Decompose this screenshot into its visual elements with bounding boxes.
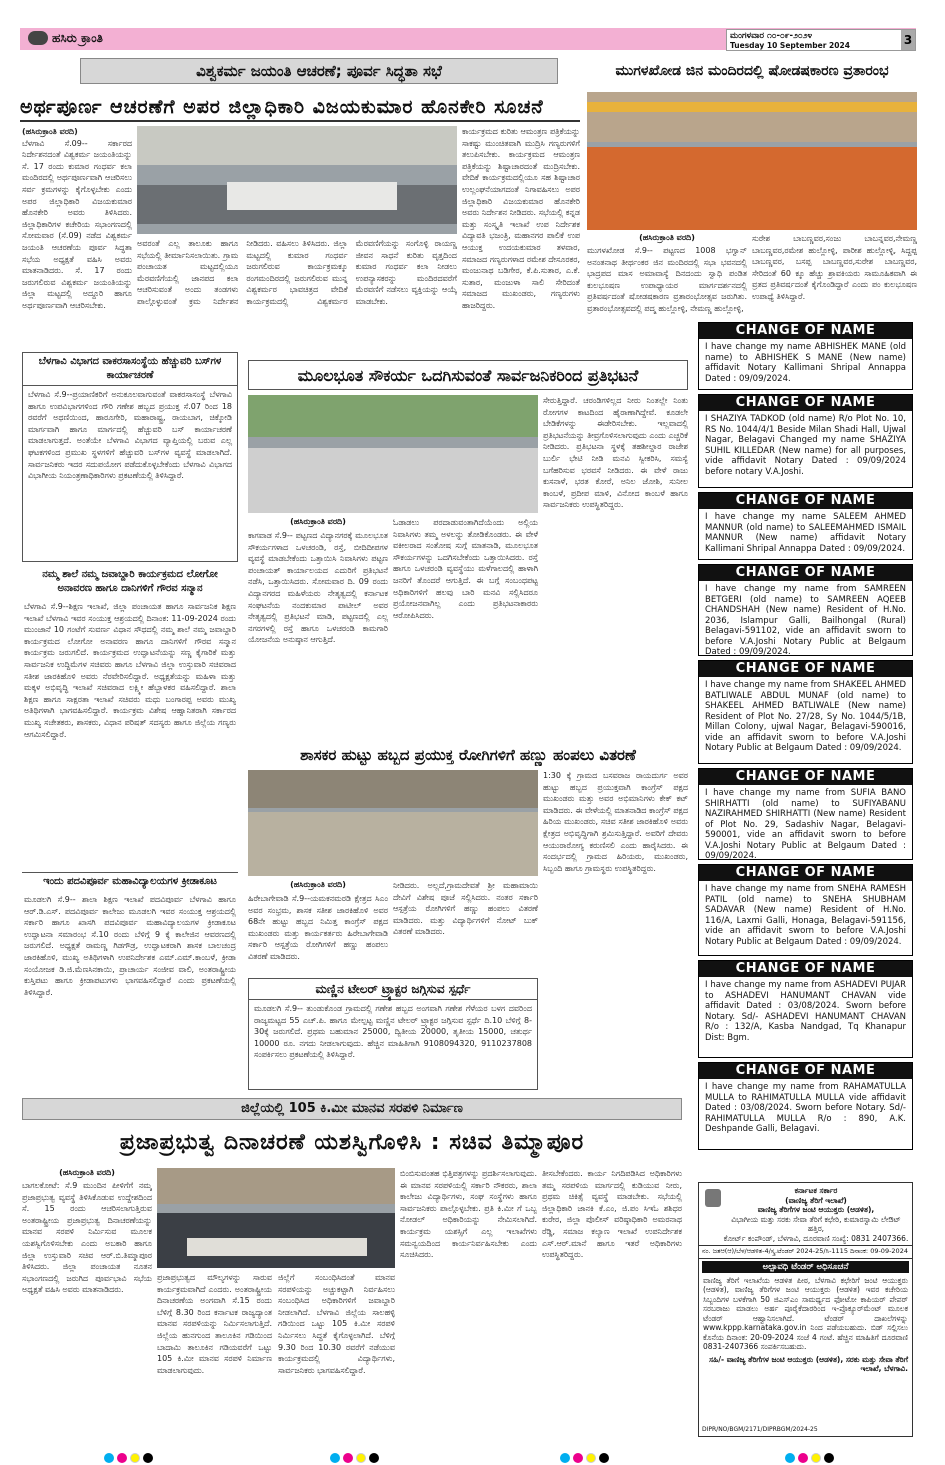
fruits-photo [248, 770, 538, 876]
democracy-headline [22, 1124, 682, 1162]
change-of-name-notice [698, 660, 913, 764]
story1-col3 [462, 126, 580, 341]
govt-emblem-icon [705, 1189, 721, 1207]
govt-tender-notice [698, 1182, 913, 1437]
notice-title: CHANGE OF NAME [699, 1063, 912, 1079]
bus-headline: ಬೆಳಗಾವಿ ವಿಭಾಗದ ವಾಕರಸಾಸಂಸ್ಥೆಯ ಹೆಚ್ಚುವರಿ ಬಸ್‌ಗಳ ಕಾರ್ಯಾಚರಣೆ [23, 353, 237, 386]
notice-body: I have change my name from SNEHA RAMESH PATIL (old name) to SNEHA SHUBHAM SADAVAR (New name) Resident of H.No. 116/A, Laxmi Galli, Honaga, Belagavi-591156, vide an affidavit sworn to before V.A.Joshi Notary Public at Belgaum Dated : 09/09/2024. [705, 884, 906, 947]
fruits-col1 [248, 893, 388, 975]
fruits-col2-text: ನೀಡಿದರು. ಅಲ್ಲದೆ,ಗ್ರಾಮದೇವತೆ ಶ್ರೀ ಮಹಾಮಾಯಿ ದೇವಿಗೆ ವಿಶೇಷ ಪೂಜೆ ಸಲ್ಲಿಸಿದರು. ನಂತರ ಸರ್ಕಾರಿ ಆಸ್ಪತ್ರೆಯ ರೋಗಿಗಳಿಗೆ ಹಣ್ಣು ಹಂಪಲು ವಿತರಣೆ ಮಾಡಿದರು. ಮತ್ತು ವಿದ್ಯಾರ್ಥಿಗಳಿಗೆ ನೋಟ್ ಬುಕ್ ವಿತರಣೆ ಮಾಡಿದರು. [393, 881, 538, 937]
democracy-byline: (ಹಸಿರುಕ್ರಾಂತಿ ವರದಿ) [59, 1168, 115, 1177]
change-of-name-notice [698, 768, 913, 860]
govt-header5: ಕೋರ್ಟ್ ಕಂಪೌಂಡ್, ಬೆಳಗಾವಿ, ದೂರವಾಣಿ ಸಂಖ್ಯೆ: 0831 2407366. [723, 1233, 909, 1243]
protest-col2 [393, 517, 538, 740]
tractor-headline: ಮಣ್ಣಿನ ಟೇಲರ್ ಟ್ರ್ಯಾಕ್ಟರ ಜಗ್ಗಿಸುವ ಸ್ಪರ್ಧೆ [249, 979, 537, 1000]
date-box [726, 29, 916, 51]
democracy-col3-text: ಜಿಲ್ಲೆಗೆ ಸಂಬಂಧಿಸಿದಂತೆ ಮಾನವ ಸರಪಳಿಯನ್ನು ಅಚ್ಚುಕಟ್ಟಾಗಿ ನಿರ್ವಹಿಸಲು ಸಂಬಂಧಿಸಿದ ಅಧಿಕಾರಿಗಳಿಗೆ ಜವಾಬ್ದಾರಿ ನೀಡಲಾಗಿದೆ. ಬೆಳಗಾವಿ ಜಿಲ್ಲೆಯ ಸಾಲಹಳ್ಳಿ ಗಡಿಯಿಂದ ಒಟ್ಟು 105 ಕಿ.ಮೀ ಸರಪಳಿ ನಿರ್ಮಿಸಲು ಸಿದ್ಧತೆ ಕೈಗೊಳ್ಳಲಾಗಿದೆ. ಬೆಳಿಗ್ಗೆ 9.30 ರಿಂದ 10.30 ರವರೆಗೆ ನಡೆಯುವ ಕಾರ್ಯಕ್ರಮದಲ್ಲಿ ವಿದ್ಯಾರ್ಥಿಗಳು, ಸಾರ್ವಜನಿಕರು ಭಾಗವಹಿಸಲಿದ್ದಾರೆ. [278, 1273, 395, 1375]
fruits-col3-text: 1:30 ಕ್ಕೆ ಗ್ರಾಮದ ಬಸವರಾಜ ರಾಯದುರ್ಗ ಅವರ ಹುಟ್ಟು ಹಬ್ಬದ ಪ್ರಯುಕ್ತವಾಗಿ ಕಾಂಗ್ರೆಸ್ ಪಕ್ಷದ ಮುಖಂಡರು ಮತ್ತು ಅವರ ಅಭಿಮಾನಿಗಳು ಕೇಕ್ ಕಟ್ ಮಾಡಿದರು. ಈ ವೇಳೆಯಲ್ಲಿ ಮಾತನಾಡಿದ ಕಾಂಗ್ರೆಸ್ ಪಕ್ಷದ ಹಿರಿಯ ಮುಖಂಡರು, ಸಚಿವ ಸತೀಶ ಜಾರಕಿಹೊಳಿ ಅವರು ಕ್ಷೇತ್ರದ ಅಭಿವೃದ್ಧಿಗಾಗಿ ಶ್ರಮಿಸುತ್ತಿದ್ದಾರೆ. ಅವರಿಗೆ ದೇವರು ಆಯುರಾರೋಗ್ಯ ಕರುಣಿಸಲಿ ಎಂದು ಹಾರೈಸಿದರು. ಈ ಸಂದರ್ಭದಲ್ಲಿ ಗ್ರಾಮದ ಹಿರಿಯರು, ಮುಖಂಡರು, ಸಿಬ್ಬಂದಿ ಹಾಗೂ ಗ್ರಾಮಸ್ಥರು ಉಪಸ್ಥಿತರಿದ್ದರು. [543, 771, 688, 873]
govt-body: ವಾಣಿಜ್ಯ ತೆರಿಗೆ ಇಲಾಖೆಯ ಆಡಳಿತ ಪೀಠ, ಬೆಳಗಾವಿ ಕಛೇರಿಗೆ ಜಂಟಿ ಆಯುಕ್ತರು (ಆಡಳಿತ), ವಾಣಿಜ್ಯ ತೆರಿಗೆಗಳ ಜಂಟಿ ಆಯುಕ್ತರು (ಆಡಳಿತ) ಇವರ ಕಚೇರಿಯ ಸಿಬ್ಬಂದಿಗಳ ಬಳಕೆಗಾಗಿ 50 ಜಿಎಸ್‌ಎಂ ಸಾಮರ್ಥ್ಯದ ಫೋಟೋ ಕಾಪಿಯರ್ ಪೇಪರ್ ಸರಬರಾಜು ಮಾಡಲು ಅರ್ಹ ಪೂರೈಕೆದಾರರಿಂದ ಇ-ಪ್ರೊಕ್ಯೂರ್‌ಮೆಂಟ್ ಮೂಲಕ ಟೆಂಡರ್ ಆಹ್ವಾನಿಸಲಾಗಿದೆ. ಟೆಂಡರ್ ದಾಖಲೆಗಳನ್ನು www.kppp.karnataka.gov.in ನಿಂದ ಪಡೆಯಬಹುದು. ಬಿಡ್ ಸಲ್ಲಿಸಲು ಕೊನೆಯ ದಿನಾಂಕ: 20-09-2024 ಸಂಜೆ 4 ಗಂಟೆ. ಹೆಚ್ಚಿನ ಮಾಹಿತಿಗೆ ದೂರವಾಣಿ 0831-2407366 ಸಂಪರ್ಕಿಸಬಹುದು. [703, 1275, 908, 1351]
story1-byline: (ಹಸಿರುಕ್ರಾಂತಿ ವರದಿ) [22, 127, 78, 136]
story1-col2 [137, 238, 457, 342]
temple-col2-text: ಸುರೇಶ ಬಾಬಣ್ಣವರ,ಸಂಜು ಬಾಬನ್ನವರ,ನೇಮಣ್ಣ ಬಾಬಣ್ಣವರ,ರಮೇಶ ಹುಲ್ಲೋಳ್ಳಿ, ಪಾರೀಶ ಹುಲ್ಲೋಳ್ಳಿ, ಸಿದ್ದಪ್ಪ ಬಾಬಣ್ಣವರ, ಬಸಪ್ಪ ಬಾಬಣ್ಣವರ,ಸುರೇಶ ಬಾಬಣ್ಣವರ, ಸೇರಿದಂತೆ 60 ಕ್ಕೂ ಹೆಚ್ಚು ಶ್ರಾವಕಿಯರು ಸಾಮೂಹಿಕವಾಗಿ ಈ ವ್ರತದ ಪ್ರತಿವರ್ಷದಂತೆ ಕೈಗೊಂಡಿದ್ದಾರೆ ಎಂದು ಪಂ ಕುಲಭೂಷಣ ಉಪಾಧ್ಯೆ ತಿಳಿಸಿದ್ದಾರೆ. [752, 234, 917, 301]
govt-header4: ವಿಭಾಗೀಯ ಮತ್ತು ಸರಕು ಸೇವಾ ತೆರಿಗೆ ಕಛೇರಿ, ಕುಮಾರಸ್ವಾಮಿ ಲೇಔಟ್ ಹತ್ತಿರ, [731, 1214, 901, 1233]
notice-body: I have change my name from SUFIA BANO SHIRHATTI (old name) to SUFIYABANU NAZIRAHMED SHIRHATTI (New name) Resident of Plot No. 29, Sadashiv Nagar, Belagavi-590001, vide an affidavit sworn to before V.A.Joshi Notary Public at Belgaum Dated : 09/09/2024. [705, 788, 906, 860]
notice-body: I have change my name ABHISHEK MANE (old name) to ABHISHEK S MANE (New name) affidavit Notary Kallimani Shripal Annappa Dated : 09/09/2024. [705, 342, 906, 384]
band-chain-text: ಜಿಲ್ಲೆಯಲ್ಲಿ 105 ಕಿ.ಮೀ ಮಾನವ ಸರಪಳಿ ನಿರ್ಮಾಣ [241, 1101, 463, 1116]
notice-body: I have change my name SALEEM AHMED MANNUR (old name) to SALEEMAHMED ISMAIL MANNUR (New name) affidavit Notary Kallimani Shripal Annappa Dated : 09/09/2024. [705, 512, 906, 554]
notice-body: I SHAZIYA TADKOD (old name) R/o Plot No. 10, RS No. 1044/4/1 Beside Milan Shadi Hall, Ujwal Nagar, Belagavi Changed my name SHAZIYA SUHIL KILLEDAR (New name) for all purposes, vide affidavit Notary Dated : 09/09/2024 before notary V.A.Joshi. [705, 414, 906, 477]
registration-marks-3 [560, 1448, 612, 1465]
notice-body: I have change my name from SAMREEN BETGERI (old name) to SAMREEN AQEEB CHANDSHAH (New name) Resident of H.No. 2036, Islampur Galli, Bailhongal (Rural) Belagavi-591102, vide an affidavit sworn to before V.A.Joshi Notary Public at Belgaum Dated : 09/09/2024. [705, 584, 906, 656]
change-of-name-notice [698, 1062, 913, 1150]
notice-body: I have change my name from RAHAMATULLA MULLA to RAHIMATULLA MULLA vide affidavit Dated : 03/08/2024. Sworn before Notary. Sd/- RAHIMATULLA MULLA R/o : 890, A.K. Deshpande Galli, Belagavi. [705, 1082, 906, 1134]
fruits-col3 [543, 770, 688, 1090]
notice-title: CHANGE OF NAME [699, 493, 912, 509]
change-of-name-notice [698, 394, 913, 488]
paper-logo-icon [28, 31, 48, 45]
change-of-name-notice [698, 864, 913, 956]
meeting-table-shape [227, 182, 397, 210]
govt-sign: ಸಹಿ/- ವಾಣಿಜ್ಯ ತೆರಿಗೆಗಳ ಜಂಟಿ ಆಯುಕ್ತರು (ಆಡಳಿತ), ಸರಕು ಮತ್ತು ಸೇವಾ ತೆರಿಗೆ ಇಲಾಖೆ, ಬೆಳಗಾವಿ. [709, 1354, 908, 1373]
democracy-col5 [542, 1168, 682, 1438]
notices-column [698, 322, 913, 1167]
notice-title: CHANGE OF NAME [699, 661, 912, 677]
lokadalat-story [22, 566, 238, 868]
registration-marks-1 [104, 1448, 156, 1465]
protest-headline [248, 360, 688, 390]
paper-name-text: ಹಸಿರು ಕ್ರಾಂತಿ [52, 31, 103, 45]
protest-byline: (ಹಸಿರುಕ್ರಾಂತಿ ವರದಿ) [290, 517, 346, 526]
story1-photo [137, 126, 457, 234]
story1-col1-text: ಬೆಳಗಾವಿ ಸೆ.09-- ಸರ್ಕಾರದ ನಿರ್ದೇಶನದಂತೆ ವಿಶ್ವಕರ್ಮ ಜಯಂತಿಯನ್ನು ಸೆ. 17 ರಂದು ಕುಮಾರ ಗಂಧರ್ವ ಕಲಾ ಮಂದಿರದಲ್ಲಿ ಅರ್ಥಪೂರ್ಣವಾಗಿ ಆಚರಿಸಲು ಸರ್ವ ಕ್ರಮಗಳನ್ನು ಕೈಗೊಳ್ಳಬೇಕು ಎಂದು ಅಪರ ಜಿಲ್ಲಾಧಿಕಾರಿ ವಿಜಯಕುಮಾರ ಹೊನಕೇರಿ ಅವರು ತಿಳಿಸಿದರು. ಜಿಲ್ಲಾಧಿಕಾರಿಗಳ ಕಚೇರಿಯ ಸಭಾಂಗಣದಲ್ಲಿ ಸೋಮವಾರ (ಸೆ.09) ನಡೆದ ವಿಶ್ವಕರ್ಮ ಜಯಂತಿ ಆಚರಣೆಯ ಪೂರ್ವ ಸಿದ್ಧತಾ ಸಭೆಯ ಅಧ್ಯಕ್ಷತೆ ವಹಿಸಿ ಅವರು ಮಾತನಾಡಿದರು. ಸೆ. 17 ರಂದು ಜರುಗಲಿರುವ ವಿಶ್ವಕರ್ಮ ಜಯಂತಿಯನ್ನು ಜಿಲ್ಲಾ ಮಟ್ಟದಲ್ಲಿ ಅದ್ದೂರಿ ಹಾಗೂ ಅರ್ಥಪೂರ್ಣವಾಗಿ ಆಚರಿಸಬೇಕು. [22, 138, 132, 310]
notice-title: CHANGE OF NAME [699, 769, 912, 785]
protest-col1 [248, 530, 388, 740]
bus-body: ಬೆಳಗಾವಿ ಸೆ.9--ಪ್ರಯಾಣಿಕರಿಗೆ ಅನುಕೂಲವಾಗುವಂತೆ ವಾಕರಸಾಸಂಸ್ಥೆ ಬೆಳಗಾವಿ ಹಾಗೂ ಉಪವಿಭಾಗಗಳಿಂದ ಗೌರಿ ಗಣೇಶ ಹಬ್ಬದ ಪ್ರಯುಕ್ತ ಸೆ.07 ರಿಂದ 18 ರವರೆಗೆ ಅಥಣಿಯಿಂದ, ಹಾರೂಗೇರಿ, ಮಹಾರಾಷ್ಟ್ರ, ರಾಯಬಾಗ, ಚಿಕ್ಕೋಡಿ ಮಾರ್ಗವಾಗಿ ಹಾಗೂ ಮಾರ್ಗದಲ್ಲಿ ಹೆಚ್ಚುವರಿ ಬಸ್ ಕಾರ್ಯಾಚರಣೆ ಮಾಡಲಾಗುತ್ತದೆ. ಅಂತೆಯೇ ಬೆಳಗಾವಿ ವಿಭಾಗದ ವ್ಯಾಪ್ತಿಯಲ್ಲಿ ಬರುವ ಎಲ್ಲ ಘಟಕಗಳಿಂದ ಪ್ರಮುಖ ಸ್ಥಳಗಳಿಗೆ ಹೆಚ್ಚುವರಿ ಬಸ್‌ಗಳ ವ್ಯವಸ್ಥೆ ಮಾಡಲಾಗಿದೆ. ಸಾರ್ವಜನಿಕರು ಇದರ ಸದುಪಯೋಗ ಪಡೆದುಕೊಳ್ಳಬೇಕೆಂದು ಬೆಳಗಾವಿ ವಿಭಾಗದ ವಿಭಾಗೀಯ ನಿಯಂತ್ರಣಾಧಿಕಾರಿಗಳು ಪ್ರಕಟಣೆಯಲ್ಲಿ ತಿಳಿಸಿದ್ದಾರೆ. [28, 390, 232, 481]
tractor-body: ಮೂಡಲಗಿ ಸೆ.9-- ತುಂಡುಕೊಂಡ ಗ್ರಾಮದಲ್ಲಿ ಗಣೇಶ ಹಬ್ಬದ ಅಂಗವಾಗಿ ಗಣೇಶ ಗೆಳೆಯರ ಬಳಗ ದವರಿಂದ ರಾಜ್ಯಮಟ್ಟದ 55 ಎಚ್.ಪಿ. ಹಾಗೂ ಮೇಲ್ಪಟ್ಟ ಮಣ್ಣಿನ ಟೇಲರ್ ಟ್ರ್ಯಾಕ್ಟರ ಜಗ್ಗಿಸುವ ಸ್ಪರ್ಧೆ ದಿ.10 ಬೆಳಿಗ್ಗೆ 8-30ಕ್ಕೆ ಜರುಗಲಿದೆ. ಪ್ರಥಮ ಬಹುಮಾನ 25000, ದ್ವಿತೀಯ 20000, ತೃತೀಯ 15000, ಚತುರ್ಥ 10000 ರೂ. ನಗದು ನೀಡಲಾಗುವುದು. ಹೆಚ್ಚಿನ ಮಾಹಿತಿಗಾಗಿ 9108094320, 9110237808 ಸಂಪರ್ಕಿಸಲು ಪ್ರಕಟಣೆಯಲ್ಲಿ ತಿಳಿಸಿದ್ದಾರೆ. [254, 1004, 532, 1060]
protest-col2-text: ಓಡಾಡಲು ಪರದಾಡುವಂತಾಗಿದೆಯೆಂದು ಅಲ್ಲಿಯ ನಿವಾಸಿಗಳು ತಮ್ಮ ಅಳಲನ್ನು ತೋಡಿಕೊಂಡರು. ಈ ವೇಳೆ ವಕೀಲರಾದ ಸಂತೋಷ ಸುಗ್ಗೆ ಮಾತನಾಡಿ, ಮೂಲಭೂತ ಸೌಕರ್ಯಗಳನ್ನು ಒದಗಿಸಬೇಕೆಂದು ಒತ್ತಾಯಿಸಿದರು. ರಸ್ತೆ ಹಾಗೂ ಒಳಚರಂಡಿ ವ್ಯವಸ್ಥೆಯು ಮಳೆಗಾಲದಲ್ಲಿ ಹಾಳಾಗಿ ಜನರಿಗೆ ತೊಂದರೆ ಆಗುತ್ತಿದೆ. ಈ ಬಗ್ಗೆ ಸಂಬಂಧಪಟ್ಟ ಅಧಿಕಾರಿಗಳಿಗೆ ಹಲವು ಬಾರಿ ಮನವಿ ಸಲ್ಲಿಸಿದರೂ ಪ್ರಯೋಜನವಾಗಿಲ್ಲ ಎಂದು ಪ್ರತಿಭಟನಾಕಾರರು ಆರೋಪಿಸಿದರು. [393, 518, 538, 620]
notice-body: I have change my name from SHAKEEL AHMED BATLIWALE ABDUL MUNAF (old name) to SHAKEEL AHMED BATLIWALE (New name) Resident of Plot No. 27/28, Sy No. 1044/5/1B, Millan Colony, ujwal Nagar, Belagavi-590016, vide an affidavit sworn to before V.A.Joshi Notary Public at Belgaum Dated : 09/09/2024. [705, 680, 906, 753]
fruits-headline [248, 744, 688, 766]
govt-header1: ಕರ್ನಾಟಕ ಸರ್ಕಾರ [794, 1186, 838, 1195]
page-number: 3 [901, 30, 915, 50]
democracy-col4-text: ಬಿಂಬಿಸುವಂತಹ ಭಿತ್ತಿಪತ್ರಗಳನ್ನು ಪ್ರದರ್ಶಿಸಲಾಗುವುದು. ಈ ಮಾನವ ಸರಪಳಿಯಲ್ಲಿ ಸರ್ಕಾರಿ ನೌಕರರು, ಶಾಲಾ ಕಾಲೇಜು ವಿದ್ಯಾರ್ಥಿಗಳು, ಸಂಘ ಸಂಸ್ಥೆಗಳು ಹಾಗೂ ಸಾರ್ವಜನಿಕರು ಪಾಲ್ಗೊಳ್ಳಬೇಕು. ಪ್ರತಿ ಕಿ.ಮೀ ಗೆ ಒಬ್ಬ ನೋಡಲ್ ಅಧಿಕಾರಿಯನ್ನು ನೇಮಿಸಲಾಗಿದೆ. ಕಾರ್ಯಕ್ರಮ ಯಶಸ್ಸಿಗೆ ಎಲ್ಲ ಇಲಾಖೆಗಳು ಸಮನ್ವಯದಿಂದ ಕಾರ್ಯನಿರ್ವಹಿಸಬೇಕು ಎಂದು ಸೂಚಿಸಿದರು. [400, 1169, 537, 1260]
lokadalat-headline: ನಮ್ಮ ಶಾಲೆ ನಮ್ಮ ಜವಾಬ್ದಾರಿ ಕಾರ್ಯಕ್ರಮದ ಲೋಗೋ ಅನಾವರಣ ಹಾಗೂ ದಾನಿಗಳಿಗೆ ಗೌರವ ಸನ್ಮಾನ [42, 569, 218, 594]
band-vishwakarma [80, 58, 558, 84]
story1-headline [20, 92, 580, 122]
fruits-col1-text: ಹಿರೇಬಾಗೇವಾಡಿ ಸೆ.9--ಯಮಕನಮರಡಿ ಕ್ಷೇತ್ರದ ಸಿಎಂ ಅವರ ಸಂಭ್ರಮ, ಶಾಸಕ ಸತೀಶ ಜಾರಕಿಹೊಳಿ ಅವರ 68ನೇ ಹುಟ್ಟು ಹಬ್ಬದ ನಿಮಿತ್ತ ಕಾಂಗ್ರೆಸ್ ಪಕ್ಷದ ಮುಖಂಡರು ಮತ್ತು ಕಾರ್ಯಕರ್ತರು ಹಿರೇಬಾಗೇವಾಡಿ ಸರ್ಕಾರಿ ಆಸ್ಪತ್ರೆಯ ರೋಗಿಗಳಿಗೆ ಹಣ್ಣು ಹಂಪಲು ವಿತರಣೆ ಮಾಡಿದರು. [248, 894, 388, 961]
college-headline: ಇಂದು ಪದವಿಪೂರ್ವ ಮಹಾವಿದ್ಯಾಲಯಗಳ ಕ್ರೀಡಾಕೂಟ [43, 876, 217, 887]
change-of-name-notice [698, 564, 913, 656]
notices-list [698, 322, 913, 1150]
protest-photo [248, 395, 538, 513]
democracy-col2 [157, 1272, 272, 1438]
change-of-name-notice [698, 322, 913, 390]
notice-title: CHANGE OF NAME [699, 961, 912, 977]
fruits-headline-text: ಶಾಸಕರ ಹುಟ್ಟು ಹಬ್ಬದ ಪ್ರಯುಕ್ತ ರೋಗಿಗಳಿಗೆ ಹಣ್ಣು ಹಂಪಲು ವಿತರಣೆ [300, 746, 636, 764]
tractor-story [248, 978, 538, 1090]
govt-refline: ನಂ. ಜತಆ(ಆ)/ಬೆಳ/ಆಡಳಿತ-4/ಸ್ಕ್ರ.ಟೆಂಡರ್ 2024-25/ಸಿ-1115 ದಿನಾಂಕ: 09-09-2024 [699, 1245, 912, 1259]
fruits-byline: (ಹಸಿರುಕ್ರಾಂತಿ ವರದಿ) [290, 880, 346, 889]
temple-photo [587, 92, 917, 230]
change-of-name-notice [698, 492, 913, 560]
garland-decoration [587, 102, 917, 112]
govt-header2: (ವಾಣಿಜ್ಯ ತೆರಿಗೆ ಇಲಾಖೆ) [785, 1195, 847, 1205]
democracy-col3 [278, 1272, 395, 1438]
protest-headline-text: ಮೂಲಭೂತ ಸೌಕರ್ಯ ಒದಗಿಸುವಂತೆ ಸಾರ್ವಜನಿಕರಿಂದ ಪ್ರತಿಭಟನೆ [297, 366, 639, 385]
fruits-col2 [393, 880, 538, 975]
lokadalat-body: ಬೆಳಗಾವಿ ಸೆ.9--ಶಿಕ್ಷಣ ಇಲಾಖೆ, ಜಿಲ್ಲಾ ಪಂಚಾಯತ ಹಾಗೂ ಸಾರ್ವಜನಿಕ ಶಿಕ್ಷಣ ಇಲಾಖೆ ಬೆಳಗಾವಿ ಇವರ ಸಂಯುಕ್ತ ಆಶ್ರಯದಲ್ಲಿ ದಿನಾಂಕ: 11-09-2024 ರಂದು ಮುಂಜಾನೆ 10 ಗಂಟೆಗೆ ಸುವರ್ಣ ವಿಧಾನ ಸೌಧದಲ್ಲಿ ನಮ್ಮ ಶಾಲೆ ನಮ್ಮ ಜವಾಬ್ದಾರಿ ಕಾರ್ಯಕ್ರಮದ ಲೋಗೋ ಅನಾವರಣ ಹಾಗೂ ದಾನಿಗಳಿಗೆ ಗೌರವ ಸನ್ಮಾನ ಕಾರ್ಯಕ್ರಮ ಜರುಗಲಿದೆ. ಕಾರ್ಯಕ್ರಮದ ಉದ್ಘಾಟನೆಯನ್ನು ಸಣ್ಣ ಕೈಗಾರಿಕೆ ಮತ್ತು ಸಾರ್ವಜನಿಕ ಉದ್ದಿಮೆಗಳ ಸಚಿವರು ಹಾಗೂ ಬೆಳಗಾವಿ ಜಿಲ್ಲಾ ಉಸ್ತುವಾರಿ ಸಚಿವರಾದ ಸತೀಶ ಜಾರಕಿಹೊಳಿ ಅವರು ನೆರವೇರಿಸಲಿದ್ದಾರೆ. ಅಧ್ಯಕ್ಷತೆಯನ್ನು ಮಹಿಳಾ ಮತ್ತು ಮಕ್ಕಳ ಅಭಿವೃದ್ಧಿ ಇಲಾಖೆ ಸಚಿವರಾದ ಲಕ್ಷ್ಮೀ ಹೆಬ್ಬಾಳಕರ ವಹಿಸಲಿದ್ದಾರೆ. ಶಾಲಾ ಶಿಕ್ಷಣ ಹಾಗೂ ಸಾಕ್ಷರತಾ ಇಲಾಖೆ ಸಚಿವರು ಮಧು ಬಂಗಾರಪ್ಪ ಅವರು ಮುಖ್ಯ ಅತಿಥಿಗಳಾಗಿ ಭಾಗವಹಿಸಲಿದ್ದಾರೆ. ಕಾರ್ಯಕ್ರಮ ವಿಶೇಷ ಆಹ್ವಾನಿತರಾಗಿ ಸರ್ಕಾರದ ಮುಖ್ಯ ಸಚೇತಕರು, ಶಾಸಕರು, ವಿಧಾನ ಪರಿಷತ್ ಸದಸ್ಯರು ಹಾಗೂ ಜಿಲ್ಲೆಯ ಗಣ್ಯರು ಆಗಮಿಸಲಿದ್ದಾರೆ. [24, 602, 236, 739]
democracy-col1 [22, 1180, 152, 1438]
notice-title: CHANGE OF NAME [699, 395, 912, 411]
band-chain [22, 1098, 682, 1120]
govt-code: DIPR/NO/BGM/2171/DIPRBGM/2024-25 [702, 1425, 818, 1433]
college-story [22, 872, 238, 1090]
story1-col2-text: ಅವರಂತೆ ಎಲ್ಲ ತಾಲೂಕು ಹಾಗೂ ಸಭೆಯಲ್ಲಿ ತೀರ್ಮಾನಿಸಲಾಯಿತು. ಗ್ರಾಮ ಪಂಚಾಯತ ಮಟ್ಟದಲ್ಲಿಯೂ ಮೆರವಣಿಗೆಯಲ್ಲಿ ಜಾನಪದ ಕಲಾ ಆಚರಿಸುವಂತೆ ಅಂದು ತಂಡಗಳು ಪಾಲ್ಗೊಳ್ಳುವಂತೆ ಕ್ರಮ ನಿರ್ದೇಶನ ನೀಡಿದರು. ವಹಿಸಲು ತಿಳಿಸಿದರು. ಜಿಲ್ಲಾ ಮಟ್ಟದಲ್ಲಿ ಕುಮಾರ ಗಂಧರ್ವ ಜರುಗಲಿರುವ ಕಾರ್ಯಕ್ರಮಕ್ಕೂ ರಂಗಮಂದಿರದಲ್ಲಿ ಜರುಗಲಿರುವ ಮುನ್ನ ವಿಶ್ವಕರ್ಮರ ಭಾವಚಿತ್ರದ ವೇದಿಕೆ ಕಾರ್ಯಕ್ರಮದಲ್ಲಿ ವಿಶ್ವಕರ್ಮರ ಮೆರವಣಿಗೆಯನ್ನು ಸಂಗೊಳ್ಳಿ ರಾಯಣ್ಣ ಜೀವನ ಸಾಧನೆ ಕುರಿತು ವೃತ್ತದಿಂದ ಕುಮಾರ ಗಂಧರ್ವ ಕಲಾ ನೀಡಲು ಉಪನ್ಯಾಸಕರನ್ನು ಮಂದಿರದವರೆಗೆ ಮೆರವಣಿಗೆ ನಡೆಸಲು ವ್ಯಕ್ತಿಯನ್ನು ಆಯ್ಕೆ ಮಾಡಬೇಕು. [137, 239, 457, 306]
protest-col1-text: ಕಾಗವಾಡ ಸೆ.9-- ಪಟ್ಟಣದ ವಿದ್ಯಾನಗರಕ್ಕೆ ಮೂಲಭೂತ ಸೌಕರ್ಯಗಳಾದ ಒಳಚರಂಡಿ, ರಸ್ತೆ, ಬೀದಿದೀಪಗಳ ವ್ಯವಸ್ಥೆ ಮಾಡಬೇಕೆಂದು ಒತ್ತಾಯಿಸಿ ನಿವಾಸಿಗಳು ಪಟ್ಟಣ ಪಂಚಾಯತ್ ಕಾರ್ಯಾಲಯದ ಎದುರಿಗೆ ಪ್ರತಿಭಟನೆ ನಡೆಸಿ, ಒತ್ತಾಯಿಸಿದರು. ಸೋಮವಾರ ದಿ. 09 ರಂದು ವಿದ್ಯಾನಗರದ ಮಹಿಳೆಯರು ನೇತೃತ್ವದಲ್ಲಿ ಕರ್ನಾಟಕ ಸಂಘಟನೆಯ ನಂದಕುಮಾರ ಪಾಟೀಲ್ ಅವರ ನೇತೃತ್ವದಲ್ಲಿ ಪ್ರತಿಭಟನೆ ಮಾಡಿ, ಪಟ್ಟಣದಲ್ಲಿ ಎಲ್ಲ ನಗರಗಳಲ್ಲಿ ರಸ್ತೆ ಹಾಗೂ ಒಳಚರಂಡಿ ಕಾಮಗಾರಿ ಯೋಜನೆಯ ಅನುಷ್ಠಾನ ಆಗುತ್ತಿದೆ. [248, 531, 388, 645]
democracy-col2-text: ಪ್ರಜಾಪ್ರಭುತ್ವದ ಮೌಲ್ಯಗಳನ್ನು ಸಾರುವ ಕಾರ್ಯಕ್ರಮವಾಗಿದೆ ಎಂದರು. ಅಂತರಾಷ್ಟ್ರೀಯ ದಿನಾಚರಣೆಯ ಅಂಗವಾಗಿ ಸೆ.15 ರಂದು ಬೆಳಿಗ್ಗೆ 8.30 ರಿಂದ ಕರ್ನಾಟಕ ರಾಜ್ಯದ್ಯಾಂತ ಮಾನವ ಸರಪಳಿಯನ್ನು ನಿರ್ಮಿಸಲಾಗುತ್ತಿದೆ. ಜಿಲ್ಲೆಯ ಹುನಗುಂದ ತಾಲೂಕಿನ ಗಡಿಯಿಂದ ಬಾದಾಮಿ ತಾಲೂಕಿನ ಗಡಿಯವರೆಗೆ ಒಟ್ಟು 105 ಕಿ.ಮೀ ಮಾನವ ಸರಪಳಿ ನಿರ್ಮಾಣ ಮಾಡಲಾಗುವುದು. [157, 1273, 272, 1375]
date-kannada: ಮಂಗಳವಾರ ೧೦-೦೯-೨೦೨೪ [730, 31, 813, 41]
notice-body: I have change my name from ASHADEVI PUJAR to ASHADEVI HANUMANT CHAVAN vide affidavit Dated : 03/08/2024. Sworn before Notary. Sd/- ASHADEVI HANUMANT CHAVAN R/o : 132/A, Kasba Nandgad, Tq Khanapur Dist: Bgm. [705, 980, 906, 1043]
bus-story [22, 352, 238, 562]
podium-table-shape [187, 1238, 367, 1256]
democracy-col1-text: ಬಾಗಲಕೋಟೆ: ಸೆ.9 ಮುಂದಿನ ಪೀಳಿಗೆಗೆ ನಮ್ಮ ಪ್ರಜಾಪ್ರಭುತ್ವ ವ್ಯವಸ್ಥೆ ತಿಳಿಸಿಕೊಡುವ ಉದ್ದೇಶದಿಂದ ಸೆ. 15 ರಂದು ಆಚರಿಸಲಾಗುತ್ತಿರುವ ಅಂತರಾಷ್ಟ್ರೀಯ ಪ್ರಜಾಪ್ರಭುತ್ವ ದಿನಾಚರಣೆಯನ್ನು ಮಾನವ ಸರಪಳಿ ನಿರ್ಮಿಸುವ ಮೂಲಕ ಯಶಸ್ವಿಗೊಳಿಸಬೇಕು ಎಂದು ಅಬಕಾರಿ ಹಾಗೂ ಜಿಲ್ಲಾ ಉಸ್ತುವಾರಿ ಸಚಿವ ಆರ್.ಬಿ.ತಿಮ್ಮಾಪೂರ ತಿಳಿಸಿದರು. ಜಿಲ್ಲಾ ಪಂಚಾಯತ ನೂತನ ಸಭಾಂಗಣದಲ್ಲಿ ಜರುಗಿದ ಪೂರ್ವಭಾವಿ ಸಭೆಯ ಅಧ್ಯಕ್ಷತೆ ವಹಿಸಿ ಅವರು ಮಾತನಾಡಿದರು. [22, 1181, 152, 1295]
democracy-photo [157, 1168, 395, 1268]
temple-byline: (ಹಸಿರುಕ್ರಾಂತಿ ವರದಿ) [639, 233, 695, 242]
protest-col3 [543, 395, 688, 740]
date-english: Tuesday 10 September 2024 [730, 41, 850, 50]
protest-col3-text: ಸೇರುತ್ತಿದ್ದಾರೆ. ಚರಂಡಿಗಳಿಲ್ಲದ ನೀರು ನಿಂತಲ್ಲೇ ನಿಂತು ರೋಗಗಳ ಕಾಟದಿಂದ ಹೈರಾಣಾಗಿದ್ದೇವೆ. ಕೂಡಲೇ ಬೇಡಿಕೆಗಳನ್ನು ಈಡೇರಿಸಬೇಕು. ಇಲ್ಲವಾದಲ್ಲಿ ಪ್ರತಿಭಟನೆಯನ್ನು ತೀವ್ರಗೊಳಿಸಲಾಗುವುದು ಎಂದು ಎಚ್ಚರಿಕೆ ನೀಡಿದರು. ಪ್ರತಿಭಟನಾ ಸ್ಥಳಕ್ಕೆ ತಹಶೀಲ್ದಾರ ರಾಜೇಶ ಬುರ್ಲಿ ಭೇಟಿ ನೀಡಿ ಮನವಿ ಸ್ವೀಕರಿಸಿ, ಸಮಸ್ಯೆ ಬಗೆಹರಿಸುವ ಭರವಸೆ ನೀಡಿದರು. ಈ ವೇಳೆ ರಾಜು ಕುಸನಾಳೆ, ಭರತ ಕೋರೆ, ಅನಿಲ ಜೋಶಿ, ಸುನೀಲ ಕಾಂಬಳೆ, ಪ್ರದೀಪ ಮಾಳಿ, ವಿನೋದ ಕಾಂಬಳೆ ಹಾಗೂ ಸಾರ್ವಜನಿಕರು ಉಪಸ್ಥಿತರಿದ್ದರು. [543, 396, 688, 510]
notice-title: CHANGE OF NAME [699, 865, 912, 881]
story1-headline-text: ಅರ್ಥಪೂರ್ಣ ಆಚರಣೆಗೆ ಅಪರ ಜಿಲ್ಲಾಧಿಕಾರಿ ವಿಜಯಕುಮಾರ ಹೊನಕೇರಿ ಸೂಚನೆ [20, 96, 544, 118]
govt-header3: ವಾಣಿಜ್ಯ ತೆರಿಗೆಗಳ ಜಂಟಿ ಆಯುಕ್ತರು (ಆಡಳಿತ), [757, 1205, 875, 1214]
democracy-col5-text: ತೀಸಬೇಕೆಂದರು. ಕಾರ್ಯ ನಿಗದಿಪಡಿಸಿದ ಅಧಿಕಾರಿಗಳು ತಮ್ಮ ಸರಪಳಿಯ ಮಾರ್ಗದಲ್ಲಿ ಕುಡಿಯುವ ನೀರು, ಪ್ರಥಮ ಚಿಕಿತ್ಸೆ ವ್ಯವಸ್ಥೆ ಮಾಡಬೇಕು. ಸಭೆಯಲ್ಲಿ ಜಿಲ್ಲಾಧಿಕಾರಿ ಜಾನಕಿ ಕೆ.ಎಂ, ಜಿ.ಪಂ ಸಿಇಓ ಶಶಿಧರ ಕುರೇರ, ಜಿಲ್ಲಾ ಪೊಲೀಸ್ ವರಿಷ್ಠಾಧಿಕಾರಿ ಅಮರನಾಥ ರೆಡ್ಡಿ, ಸಮಾಜ ಕಲ್ಯಾಣ ಇಲಾಖೆ ಉಪನಿರ್ದೇಶಕ ಎಸ್.ಆರ್.ಮಾನೆ ಹಾಗೂ ಇತರೆ ಅಧಿಕಾರಿಗಳು ಉಪಸ್ಥಿತರಿದ್ದರು. [542, 1169, 682, 1260]
democracy-col4 [400, 1168, 537, 1438]
college-body: ಮೂಡಲಗಿ ಸೆ.9-- ಶಾಲಾ ಶಿಕ್ಷಣ ಇಲಾಖೆ ಪದವಿಪೂರ್ವ ಬೆಳಗಾವಿ ಹಾಗೂ ಆರ್.ಡಿ.ಎಸ್. ಪದವಿಪೂರ್ವ ಕಾಲೇಜು ಮೂಡಲಗಿ ಇವರ ಸಂಯುಕ್ತ ಆಶ್ರಯದಲ್ಲಿ ಸರ್ಕಾರಿ ಹಾಗೂ ಖಾಸಗಿ ಪದವಿಪೂರ್ವ ಮಹಾವಿದ್ಯಾಲಯಗಳ ಕ್ರೀಡಾಕೂಟ ಉದ್ಘಾಟನಾ ಸಮಾರಂಭ ಸೆ.10 ರಂದು ಬೆಳಿಗ್ಗೆ 9 ಕ್ಕೆ ಕಾಲೇಜಿನ ಆವರಣದಲ್ಲಿ ಜರುಗಲಿದೆ. ಅಧ್ಯಕ್ಷತೆ ರಾಮಣ್ಣ ಗಿಡಗೌಡ್ರ, ಉದ್ಘಾಟಕರಾಗಿ ಶಾಸಕ ಬಾಲಚಂದ್ರ ಜಾರಕಿಹೊಳಿ, ಮುಖ್ಯ ಅತಿಥಿಗಳಾಗಿ ಉಪನಿರ್ದೇಶಕ ಎಮ್.ಎಮ್.ಕಾಂಬಳೆ, ಕ್ರೀಡಾ ಸಂಯೋಜಕ ಡಿ.ಜಿ.ಮೆಣಸಿನಕಾಯಿ, ಪ್ರಾಚಾರ್ಯ ಸಂಜೀವ ವಾಲಿ, ಅಂತರಾಷ್ಟ್ರೀಯ ಕುಸ್ತಿಪಟು ಹಾಗೂ ಕ್ರೀಡಾಪಟುಗಳು ಭಾಗವಹಿಸಲಿದ್ದಾರೆ ಎಂದು ಪ್ರಕಟಣೆಯಲ್ಲಿ ತಿಳಿಸಿದ್ದಾರೆ. [24, 895, 236, 997]
govt-title: ಅಲ್ಪಾವಧಿ ಟೆಂಡರ್ ಅಧಿಸೂಚನೆ [702, 1261, 909, 1273]
story1-col1 [22, 126, 132, 341]
temple-col1-text: ಮುಗಳಖೋಡ ಸೆ.9-- ಪಟ್ಟಣದ 1008 ಭಗ್ವಾನ್ ಅನಂತನಾಥ ತೀರ್ಥಂಕರ ಜಿನ ಮಂದಿರದಲ್ಲಿ ಸಭಾ ಭವನದಲ್ಲಿ ಭಾದ್ರಪದ ಮಾಸ ಅಮಾವಾಸ್ಯೆ ದಿನದಂದು ಸ್ವಾಧಿ ಪಂಡಿತ ಕುಲಭೂಷಣ ಉಪಾಧ್ಯಾಯರ ಮಾರ್ಗದರ್ಶನದಲ್ಲಿ ಪ್ರತಿವರ್ಷದಂತೆ ಷೋಡಷಕಾರಣ ವ್ರತಾರಂಭೋತ್ಸವ ಜರುಗಿತು. ವ್ರತಾರಂಭೋತ್ಸವದಲ್ಲಿ ಪದ್ಮ ಹುಲ್ಲೋಳ್ಳಿ, ನೇಮಣ್ಣ ಹುಲ್ಲೋಳ್ಳಿ, [587, 246, 747, 313]
masthead [0, 0, 945, 52]
registration-marks-2 [330, 1448, 382, 1465]
band-vishwakarma-text: ವಿಶ್ವಕರ್ಮ ಜಯಂತಿ ಆಚರಣೆ; ಪೂರ್ವ ಸಿದ್ಧತಾ ಸಭೆ [196, 62, 442, 80]
democracy-headline-text: ಪ್ರಜಾಪ್ರಭುತ್ವ ದಿನಾಚರಣೆ ಯಶಸ್ವಿಗೊಳಿಸಿ : ಸಚಿವ ತಿಮ್ಮಾಪೂರ [119, 1130, 585, 1155]
notice-title: CHANGE OF NAME [699, 323, 912, 339]
notice-title: CHANGE OF NAME [699, 565, 912, 581]
temple-headline-text: ಮುಗಳಖೋಡ ಜಿನ ಮಂದಿರದಲ್ಲಿ ಷೋಡಷಕಾರಣ ವ್ರತಾರಂಭ [615, 63, 889, 79]
change-of-name-notice [698, 960, 913, 1058]
story1-col3-text: ಕಾರ್ಯಕ್ರಮದ ಕುರಿತು ಆಮಂತ್ರಣ ಪತ್ರಿಕೆಯನ್ನು ಸಾಕಷ್ಟು ಮುಂಚಿತವಾಗಿ ಮುದ್ರಿಸಿ ಗಣ್ಯರುಗಳಿಗೆ ತಲುಪಿಸಬೇಕು. ಕಾರ್ಯಕ್ರಮದ ಆಮಂತ್ರಣ ಪತ್ರಿಕೆಯನ್ನು ಶಿಷ್ಟಾಚಾರದಂತೆ ಮುದ್ರಿಸಬೇಕು. ವೇದಿಕೆ ಕಾರ್ಯಕ್ರಮದಲ್ಲಿಯೂ ಸಹ ಶಿಷ್ಟಾಚಾರ ಉಲ್ಲಂಘನೆಯಾಗದಂತೆ ನಿಗಾವಹಿಸಲು ಅಪರ ಜಿಲ್ಲಾಧಿಕಾರಿ ವಿಜಯಕುಮಾರ ಹೊನಕೇರಿ ಅವರು ನಿರ್ದೇಶನ ನೀಡಿದರು. ಸಭೆಯಲ್ಲಿ ಕನ್ನಡ ಮತ್ತು ಸಂಸ್ಕೃತಿ ಇಲಾಖೆ ಉಪ ನಿರ್ದೇಶಕ ವಿದ್ಯಾವತಿ ಭಜಂತ್ರಿ, ಮಹಾನಗರ ಪಾಲಿಕೆ ಉಪ ಆಯುಕ್ತ ಉದಯಕುಮಾರ ತಳವಾರ, ಸಮಾಜದ ಗಣ್ಯರುಗಳಾದ ರಮೇಶ ದೇಸೂರಕರ, ಮಂಜುನಾಥ ಬಡಿಗೇರ, ಕೆ.ಪಿ.ಸುತಾರ, ಎ.ಕೆ. ಸುತಾರ, ಮಂಜುಳಾ ಸಾಲಿ ಸೇರಿದಂತೆ ಸಮಾಜದ ಮುಖಂಡರು, ಗಣ್ಯರುಗಳು ಹಾಜರಿದ್ದರು. [462, 127, 580, 310]
registration-marks-4 [785, 1448, 837, 1465]
temple-headline [588, 60, 916, 82]
